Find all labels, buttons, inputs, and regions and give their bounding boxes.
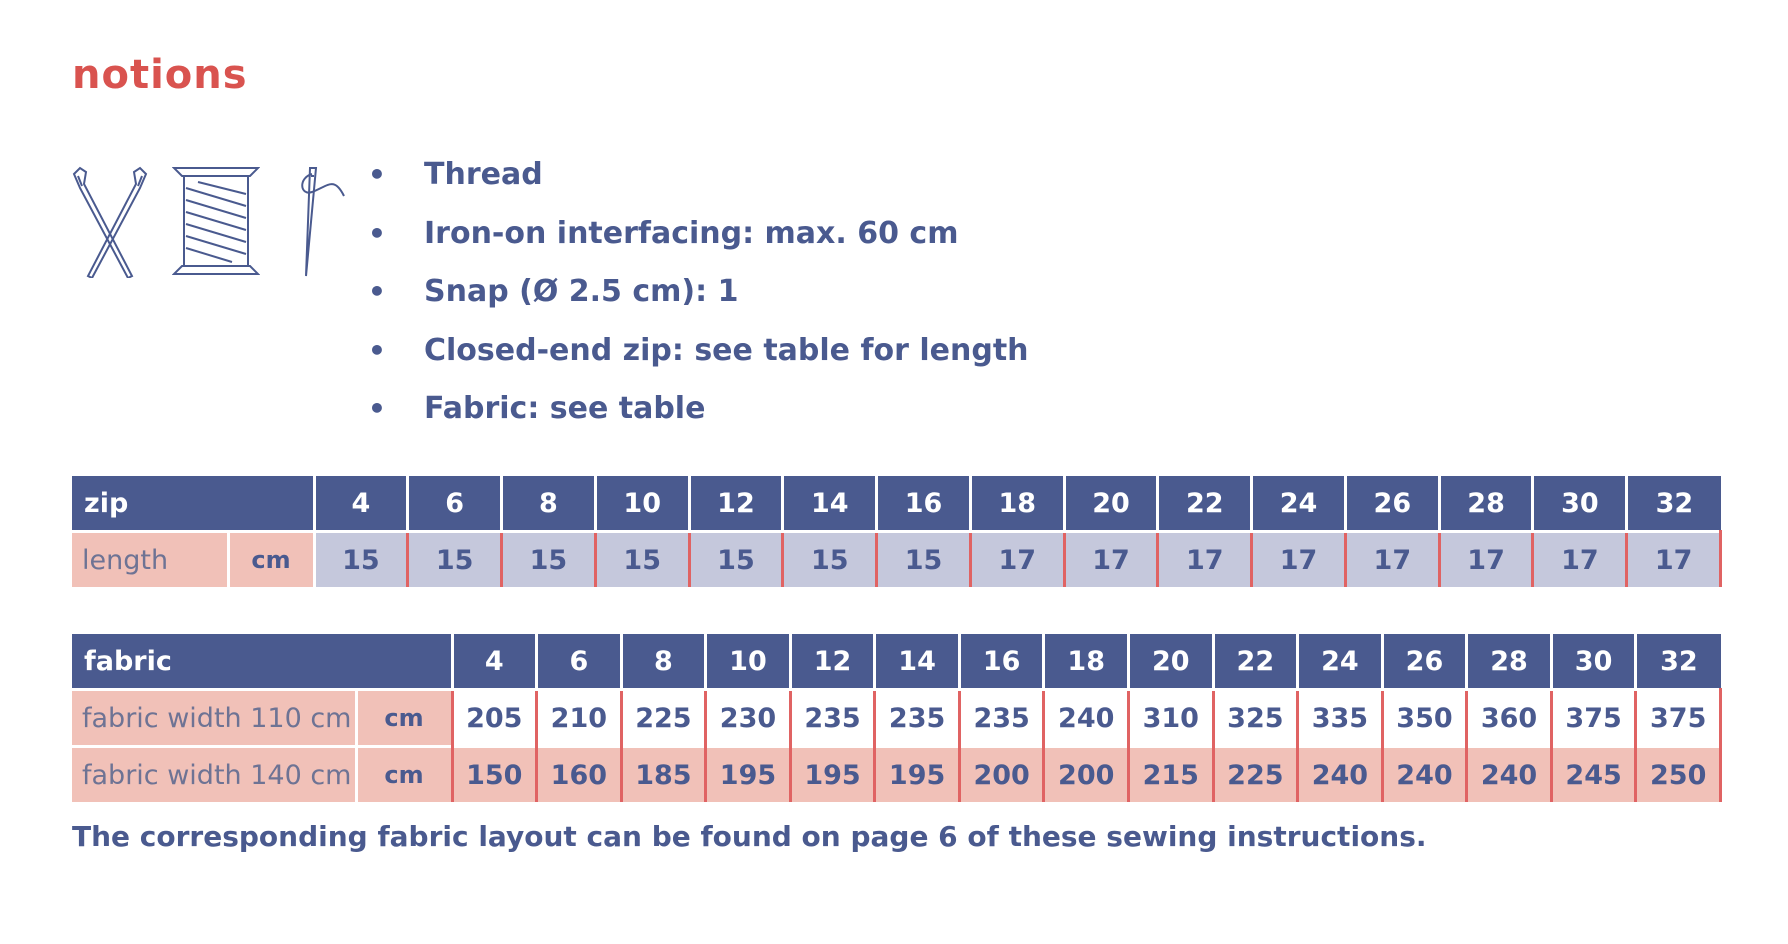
table-cell: 200 <box>1044 747 1129 803</box>
row-label: fabric width 110 cm <box>72 690 356 747</box>
row-unit: cm <box>356 690 452 747</box>
table-cell: 200 <box>959 747 1044 803</box>
table-cell: 350 <box>1382 690 1467 747</box>
table-cell: 160 <box>537 747 622 803</box>
size-header: 26 <box>1382 634 1467 690</box>
table-cell: 325 <box>1213 690 1298 747</box>
size-header: 26 <box>1345 476 1439 532</box>
table-cell: 15 <box>689 532 783 588</box>
table-cell: 185 <box>621 747 706 803</box>
table-cell: 195 <box>790 747 875 803</box>
table-header-row <box>72 476 1721 532</box>
table-cell: 150 <box>452 747 537 803</box>
size-header: 32 <box>1627 476 1721 532</box>
table-cell: 15 <box>502 532 596 588</box>
size-header: 16 <box>877 476 971 532</box>
table-cell: 17 <box>1158 532 1252 588</box>
table-cell: 240 <box>1382 747 1467 803</box>
row-unit: cm <box>356 747 452 803</box>
list-item: • Snap (Ø 2.5 cm): 1 <box>370 277 1029 336</box>
table-cell: 17 <box>1064 532 1158 588</box>
list-item: • Thread <box>370 160 1029 219</box>
table-row <box>72 690 1721 747</box>
fabric-table <box>72 634 1722 802</box>
list-item: • Closed-end zip: see table for length <box>370 336 1029 395</box>
size-header: 8 <box>502 476 596 532</box>
size-header: 14 <box>783 476 877 532</box>
table-cell: 195 <box>875 747 960 803</box>
size-header: 18 <box>970 476 1064 532</box>
thread-spool-icon <box>172 166 260 276</box>
table-cell: 250 <box>1636 747 1721 803</box>
size-header: 18 <box>1044 634 1129 690</box>
table-cell: 245 <box>1551 747 1636 803</box>
table-cell: 15 <box>595 532 689 588</box>
table-cell: 235 <box>875 690 960 747</box>
size-header: 24 <box>1252 476 1346 532</box>
size-header: 12 <box>689 476 783 532</box>
table-row <box>72 532 1721 588</box>
row-label: length <box>72 532 228 588</box>
size-header: 16 <box>959 634 1044 690</box>
fabric-header-label: fabric <box>72 634 452 690</box>
table-cell: 230 <box>706 690 791 747</box>
table-cell: 235 <box>959 690 1044 747</box>
size-header: 20 <box>1129 634 1214 690</box>
size-header: 22 <box>1213 634 1298 690</box>
size-header: 10 <box>706 634 791 690</box>
size-header: 28 <box>1467 634 1552 690</box>
table-cell: 195 <box>706 747 791 803</box>
table-cell: 225 <box>1213 747 1298 803</box>
size-header: 6 <box>408 476 502 532</box>
page-title: notions <box>72 52 248 98</box>
table-cell: 17 <box>970 532 1064 588</box>
table-cell: 225 <box>621 690 706 747</box>
table-cell: 205 <box>452 690 537 747</box>
table-cell: 375 <box>1551 690 1636 747</box>
table-cell: 310 <box>1129 690 1214 747</box>
table-cell: 240 <box>1467 747 1552 803</box>
size-header: 28 <box>1439 476 1533 532</box>
table-cell: 360 <box>1467 690 1552 747</box>
row-unit: cm <box>228 532 314 588</box>
list-item: • Iron-on interfacing: max. 60 cm <box>370 219 1029 278</box>
table-cell: 15 <box>783 532 877 588</box>
size-header: 32 <box>1636 634 1721 690</box>
size-header: 12 <box>790 634 875 690</box>
table-cell: 240 <box>1298 747 1383 803</box>
size-header: 24 <box>1298 634 1383 690</box>
table-cell: 240 <box>1044 690 1129 747</box>
needle-icon <box>292 166 346 278</box>
list-item: • Fabric: see table <box>370 394 1029 453</box>
table-cell: 235 <box>790 690 875 747</box>
row-label: fabric width 140 cm <box>72 747 356 803</box>
table-row <box>72 747 1721 803</box>
size-header: 22 <box>1158 476 1252 532</box>
scissors-icon <box>72 166 148 278</box>
table-cell: 375 <box>1636 690 1721 747</box>
zip-table <box>72 476 1722 587</box>
table-cell: 17 <box>1252 532 1346 588</box>
table-cell: 17 <box>1533 532 1627 588</box>
table-cell: 17 <box>1627 532 1721 588</box>
zip-header-label: zip <box>72 476 314 532</box>
size-header: 14 <box>875 634 960 690</box>
size-header: 8 <box>621 634 706 690</box>
size-header: 4 <box>314 476 408 532</box>
table-cell: 17 <box>1345 532 1439 588</box>
table-cell: 15 <box>877 532 971 588</box>
size-header: 20 <box>1064 476 1158 532</box>
table-cell: 215 <box>1129 747 1214 803</box>
table-cell: 335 <box>1298 690 1383 747</box>
table-cell: 15 <box>408 532 502 588</box>
table-cell: 17 <box>1439 532 1533 588</box>
size-header: 6 <box>537 634 622 690</box>
footnote: The corresponding fabric layout can be found on page 6 of these sewing instructions. <box>72 820 1427 853</box>
size-header: 30 <box>1551 634 1636 690</box>
table-cell: 210 <box>537 690 622 747</box>
table-cell: 15 <box>314 532 408 588</box>
size-header: 10 <box>595 476 689 532</box>
size-header: 30 <box>1533 476 1627 532</box>
table-header-row <box>72 634 1721 690</box>
size-header: 4 <box>452 634 537 690</box>
notions-list <box>370 157 1029 453</box>
